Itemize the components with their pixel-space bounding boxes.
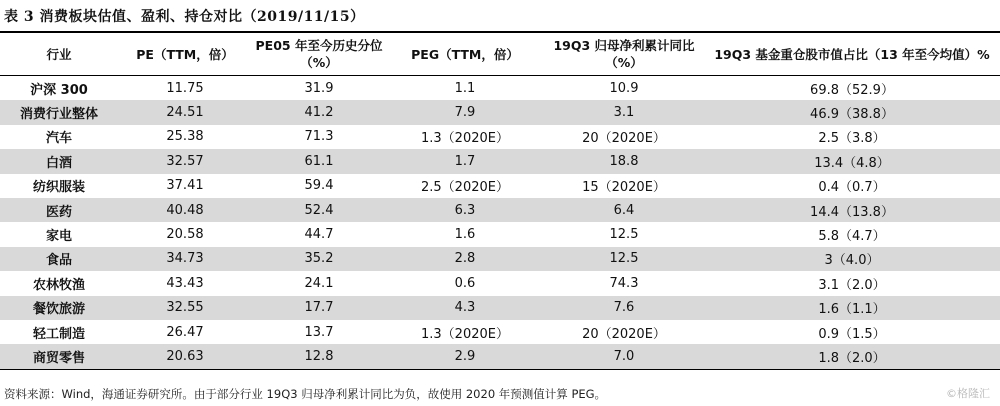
cell-fund-holding-share: 46.9（38.8） [704, 100, 1000, 124]
table-row [0, 344, 1000, 369]
cell-net-profit-growth: 20（2020E） [582, 131, 666, 147]
cell-pe-percentile: 71.3 [304, 129, 334, 145]
cell-pe-percentile: 17.7 [252, 296, 386, 320]
cell-peg: 1.7 [386, 149, 544, 173]
cell-pe-percentile: 13.7 [304, 324, 334, 340]
cell-industry: 纺织服装 [32, 180, 85, 196]
cell-pe-ttm: 32.57 [118, 149, 252, 173]
header-row [0, 33, 1000, 76]
cell-net-profit-growth: 6.4 [544, 198, 704, 222]
cell-fund-holding-share: 3（4.0） [704, 247, 1000, 271]
table-row [0, 320, 1000, 344]
header-net-profit-growth: 19Q3 归母净利累计同比（%） [544, 33, 704, 76]
cell-peg: 1.6 [454, 227, 476, 243]
cell-industry: 消费行业整体 [0, 100, 118, 124]
table-row [0, 198, 1000, 222]
cell-pe-ttm: 20.58 [166, 227, 204, 243]
table-row [0, 76, 1000, 101]
cell-pe-ttm: 34.73 [118, 247, 252, 271]
cell-industry: 餐饮旅游 [0, 296, 118, 320]
cell-fund-holding-share: 14.4（13.8） [704, 198, 1000, 222]
cell-net-profit-growth: 15（2020E） [582, 180, 666, 196]
cell-industry: 轻工制造 [32, 326, 85, 342]
cell-fund-holding-share: 2.5（3.8） [818, 131, 886, 147]
cell-peg: 0.6 [454, 275, 476, 291]
cell-pe-ttm: 43.43 [166, 275, 204, 291]
cell-fund-holding-share: 1.8（2.0） [704, 344, 1000, 369]
table-title: 表 3 消费板块估值、盈利、持仓对比（2019/11/15） [4, 9, 365, 25]
table-row [0, 247, 1000, 271]
cell-pe-percentile: 24.1 [304, 275, 334, 291]
cell-pe-ttm: 37.41 [166, 178, 204, 194]
cell-pe-percentile: 52.4 [252, 198, 386, 222]
cell-pe-percentile: 12.8 [252, 344, 386, 369]
cell-net-profit-growth: 74.3 [609, 275, 639, 291]
cell-industry: 医药 [0, 198, 118, 222]
cell-fund-holding-share: 13.4（4.8） [704, 149, 1000, 173]
cell-pe-ttm: 25.38 [166, 129, 204, 145]
cell-fund-holding-share: 69.8（52.9） [810, 82, 894, 98]
cell-industry: 沪深 300 [30, 82, 88, 98]
cell-industry: 商贸零售 [0, 344, 118, 369]
header-fund-holding-share: 19Q3 基金重仓股市值占比（13 年至今均值）% [704, 33, 1000, 76]
cell-peg: 6.3 [386, 198, 544, 222]
cell-pe-percentile: 35.2 [252, 247, 386, 271]
table-row [0, 296, 1000, 320]
cell-net-profit-growth: 18.8 [544, 149, 704, 173]
cell-pe-ttm: 32.55 [118, 296, 252, 320]
header-industry: 行业 [0, 33, 118, 76]
cell-net-profit-growth: 12.5 [609, 227, 639, 243]
cell-peg: 1.1 [454, 80, 476, 96]
table-body [0, 76, 1000, 370]
table-header [0, 33, 1000, 76]
cell-industry: 汽车 [45, 131, 72, 147]
cell-peg: 2.8 [386, 247, 544, 271]
cell-pe-percentile: 61.1 [252, 149, 386, 173]
table-row [0, 125, 1000, 149]
cell-pe-percentile: 59.4 [304, 178, 334, 194]
cell-net-profit-growth: 10.9 [609, 80, 639, 96]
cell-peg: 4.3 [386, 296, 544, 320]
cell-net-profit-growth: 20（2020E） [582, 326, 666, 342]
table-row [0, 100, 1000, 124]
cell-peg: 1.3（2020E） [421, 326, 509, 342]
cell-net-profit-growth: 3.1 [544, 100, 704, 124]
watermark: ©格隆汇 [946, 387, 990, 400]
cell-peg: 2.5（2020E） [421, 180, 509, 196]
header-peg: PEG（TTM，倍） [386, 33, 544, 76]
cell-pe-ttm: 11.75 [166, 80, 204, 96]
cell-net-profit-growth: 12.5 [544, 247, 704, 271]
table-row [0, 271, 1000, 295]
cell-fund-holding-share: 3.1（2.0） [818, 277, 886, 293]
cell-peg: 2.9 [386, 344, 544, 369]
cell-fund-holding-share: 0.4（0.7） [818, 180, 886, 196]
cell-peg: 7.9 [386, 100, 544, 124]
cell-pe-ttm: 40.48 [118, 198, 252, 222]
header-pe-ttm: PE（TTM，倍） [118, 33, 252, 76]
cell-industry: 食品 [0, 247, 118, 271]
cell-pe-percentile: 44.7 [304, 227, 334, 243]
cell-pe-percentile: 31.9 [304, 80, 334, 96]
cell-fund-holding-share: 0.9（1.5） [818, 326, 886, 342]
table-row [0, 174, 1000, 198]
cell-industry: 白酒 [0, 149, 118, 173]
cell-net-profit-growth: 7.0 [544, 344, 704, 369]
valuation-table [0, 33, 1000, 370]
cell-fund-holding-share: 5.8（4.7） [818, 229, 886, 245]
cell-pe-ttm: 20.63 [118, 344, 252, 369]
cell-industry: 家电 [45, 229, 72, 245]
source-note: 资料来源：Wind，海通证券研究所。由于部分行业 19Q3 归母净利累计同比为负，故使用 2020 年预测值计算 PEG。 [4, 387, 607, 401]
cell-fund-holding-share: 1.6（1.1） [704, 296, 1000, 320]
cell-industry: 农林牧渔 [32, 277, 85, 293]
cell-pe-percentile: 41.2 [252, 100, 386, 124]
cell-pe-ttm: 26.47 [166, 324, 204, 340]
cell-peg: 1.3（2020E） [421, 131, 509, 147]
table-row [0, 222, 1000, 246]
table-row [0, 149, 1000, 173]
header-pe-percentile: PE05 年至今历史分位（%） [252, 33, 386, 76]
cell-net-profit-growth: 7.6 [544, 296, 704, 320]
cell-pe-ttm: 24.51 [118, 100, 252, 124]
